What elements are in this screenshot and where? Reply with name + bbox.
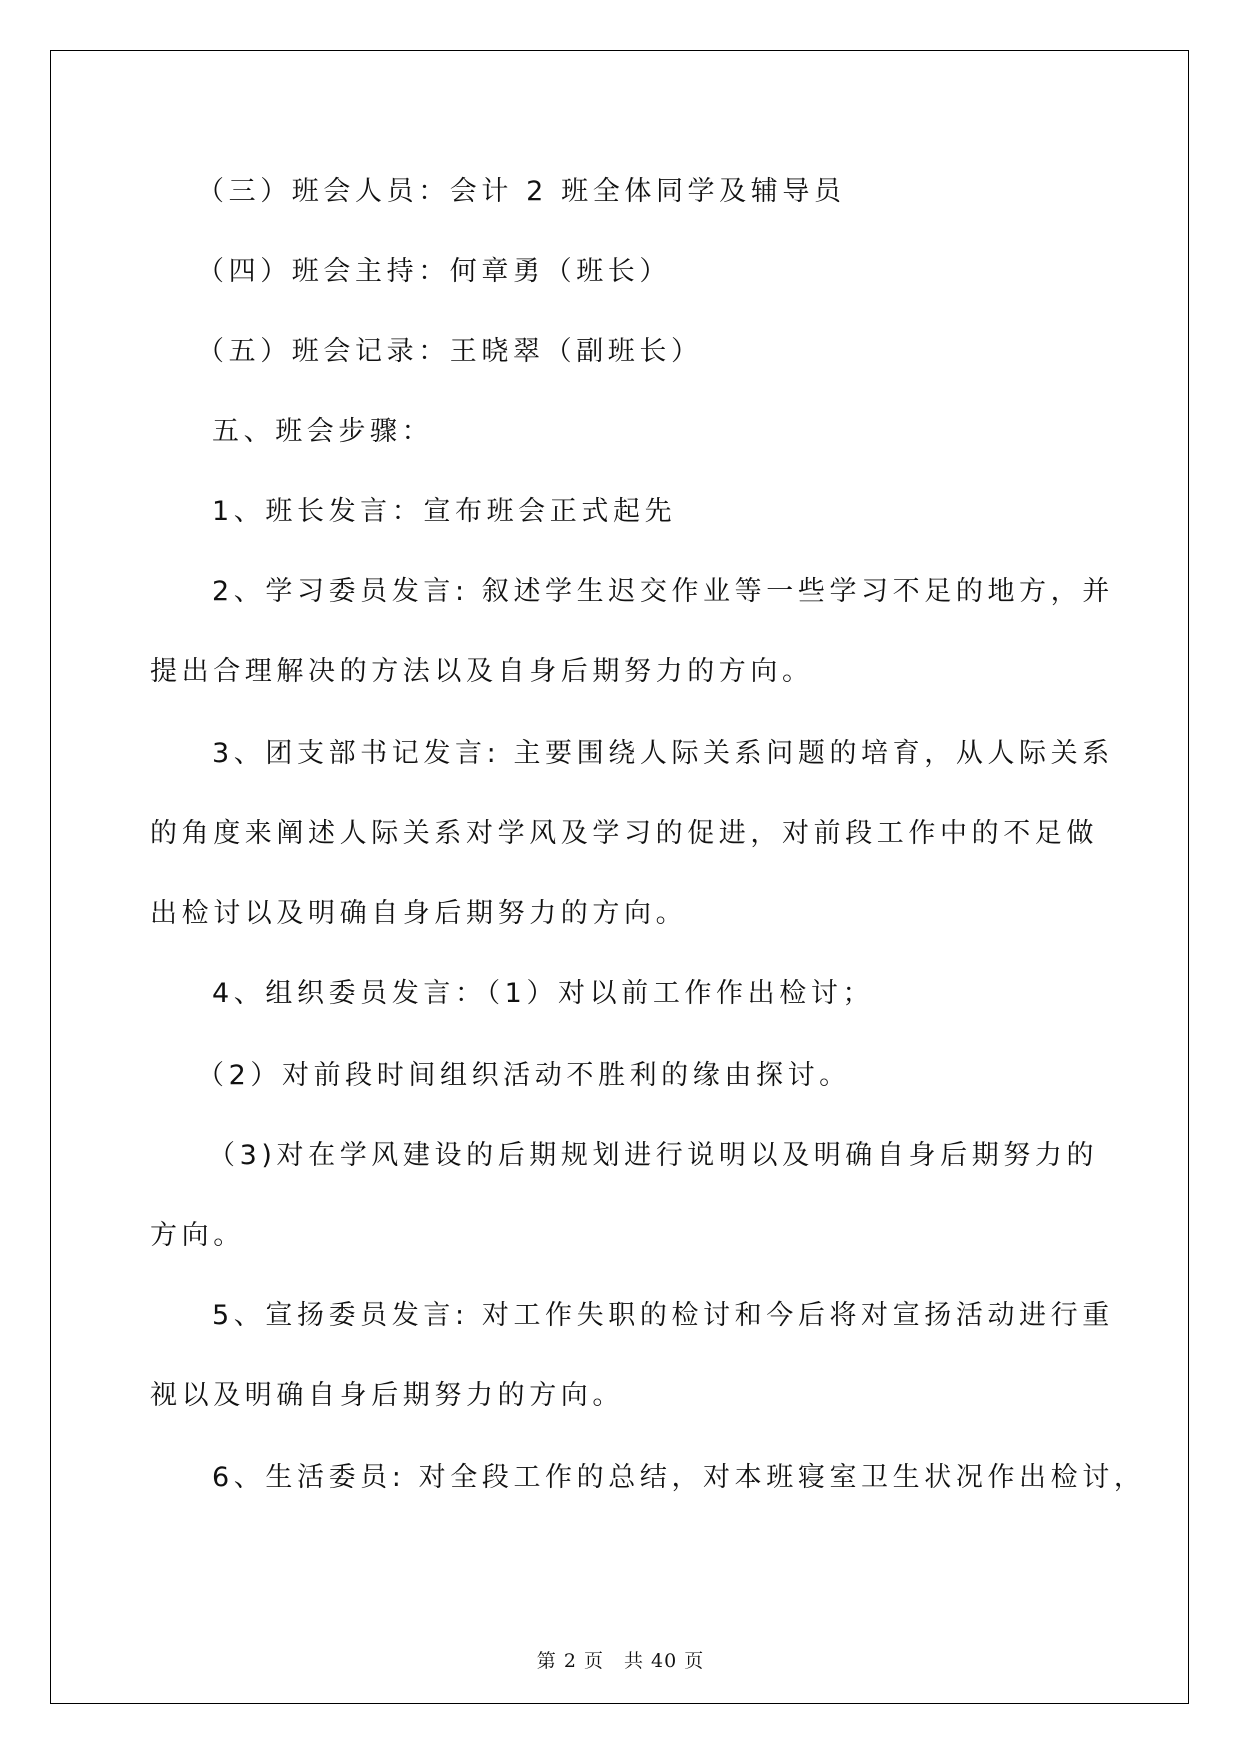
text-line: （三）班会人员：会计 2 班全体同学及辅导员	[197, 176, 846, 207]
text-line: 视以及明确自身后期努力的方向。	[150, 1380, 624, 1411]
text-line: 5、宣扬委员发言: 对工作失职的检讨和今后将对宣扬活动进行重	[212, 1300, 1114, 1331]
text-line: 的角度来阐述人际关系对学风及学习的促进，对前段工作中的不足做	[150, 818, 1098, 849]
text-line: 出检讨以及明确自身后期努力的方向。	[150, 898, 688, 929]
section-heading: 五、班会步骤：	[212, 416, 434, 447]
text-line: 2、学习委员发言: 叙述学生迟交作业等一些学习不足的地方，并	[212, 576, 1114, 607]
text-line: 4、组织委员发言：（1）对以前工作作出检讨；	[212, 978, 875, 1009]
page-number-footer: 第 2 页 共 40 页	[536, 1650, 705, 1672]
text-line: （3)对在学风建设的后期规划进行说明以及明确自身后期努力的	[208, 1140, 1099, 1171]
text-line: 提出合理解决的方法以及自身后期努力的方向。	[150, 656, 814, 687]
text-line: 方向。	[150, 1220, 245, 1251]
text-line: （2）对前段时间组织活动不胜利的缘由探讨。	[197, 1060, 851, 1091]
text-line: 6、生活委员: 对全段工作的总结，对本班寝室卫生状况作出检讨，	[212, 1462, 1146, 1493]
text-line: （五）班会记录：王晓翠（副班长）	[197, 336, 703, 367]
page-border	[50, 50, 1189, 1704]
text-line: 3、团支部书记发言: 主要围绕人际关系问题的培育，从人际关系	[212, 738, 1114, 769]
text-line: （四）班会主持：何章勇（班长）	[197, 256, 671, 287]
text-line: 1、班长发言：宣布班会正式起先	[212, 496, 677, 527]
